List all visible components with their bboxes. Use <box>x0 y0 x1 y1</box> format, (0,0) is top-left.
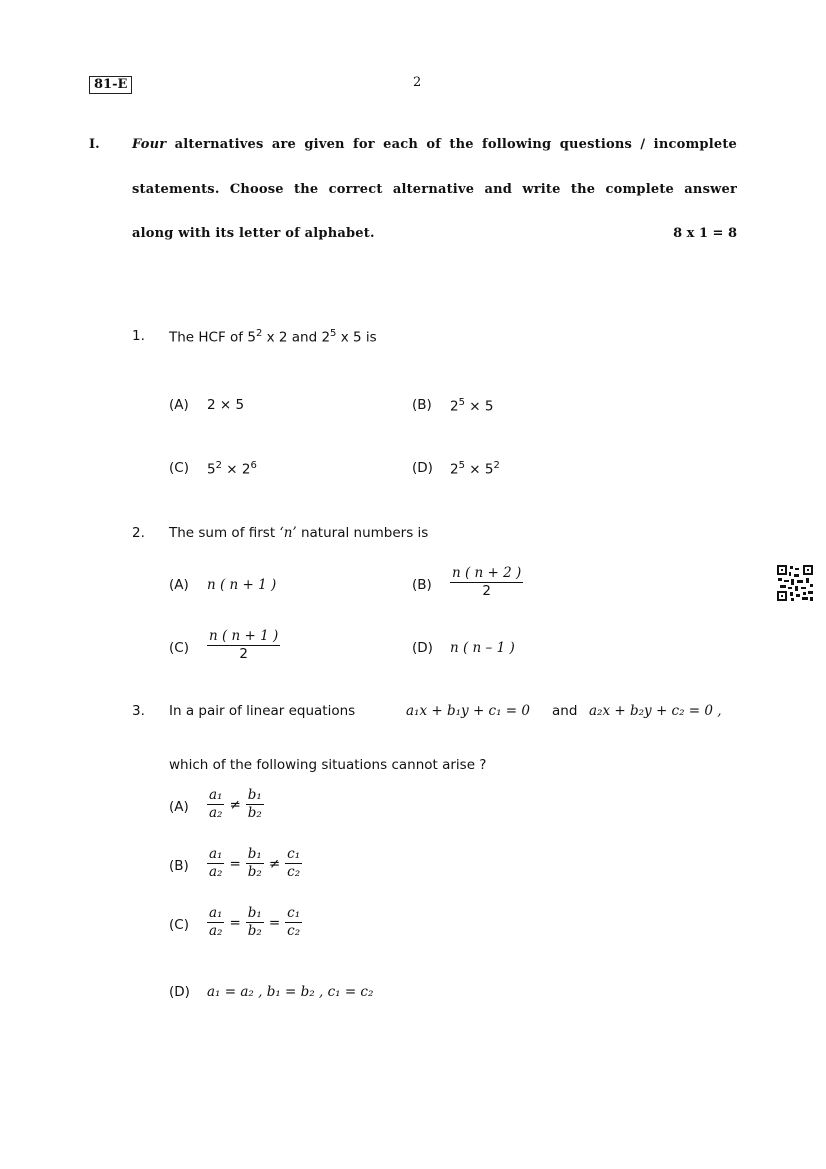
q1-option-b: $2^5 \times 5$ <box>450 397 494 415</box>
section-number: I. <box>89 137 100 152</box>
instruction-line-3: along with its letter of alphabet. <box>132 226 375 241</box>
q3-option-c-label: (C) <box>169 917 189 933</box>
q1-option-d-label: (D) <box>412 460 433 476</box>
instruction-emphasis: Four <box>132 137 167 152</box>
paper-code: 81-E <box>89 76 132 94</box>
q3-option-a: $\frac{\text{a₁}}{\text{a₂}}$ ≠ $\frac{\text{b₁}}{\text{b₂}}$ <box>209 787 262 821</box>
q1-option-b-label: (B) <box>412 397 432 413</box>
q1-option-d: $2^5 \times 5^2$ <box>450 460 500 478</box>
question-3-text: In a pair of linear equations <box>169 703 356 719</box>
question-2-text: The sum of first ‘n’ natural numbers is <box>169 525 429 541</box>
instruction-line-1-rest: alternatives are given for each of the following questions / incomplete <box>174 137 737 152</box>
q2-option-c: $\frac{n ( n + 1 )}{2}$ <box>209 628 279 662</box>
question-1-number: 1. <box>132 328 145 344</box>
page-number: 2 <box>413 75 422 90</box>
question-3-text-2: which of the following situations cannot arise ? <box>169 757 487 773</box>
question-2-number: 2. <box>132 525 145 541</box>
q3-option-b: $\frac{\text{a₁}}{\text{a₂}}$ = $\frac{\text{b₁}}{\text{b₂}}$ ≠ $\frac{\text{c₁}}{\text{c₂}}$ <box>209 846 301 880</box>
marks-allocation: 8 x 1 = 8 <box>673 226 737 241</box>
q2-option-c-label: (C) <box>169 640 189 656</box>
q1-option-c-label: (C) <box>169 460 189 476</box>
q3-option-b-label: (B) <box>169 858 189 874</box>
q2-option-a: n ( n + 1 ) <box>207 577 277 593</box>
question-3-number: 3. <box>132 703 145 719</box>
equation-1: a₁x + b₁y + c₁ = 0 <box>406 703 530 719</box>
instruction-line-1 <box>132 137 737 152</box>
q2-option-a-label: (A) <box>169 577 189 593</box>
equation-2: a₂x + b₂y + c₂ = 0 , <box>589 703 722 719</box>
q3-option-c: $\frac{\text{a₁}}{\text{a₂}}$ = $\frac{\text{b₁}}{\text{b₂}}$ = $\frac{\text{c₁}}{\text{c₂}}$ <box>209 905 301 939</box>
q2-option-b-label: (B) <box>412 577 432 593</box>
instruction-line-2: statements. Choose the correct alternative and write the complete answer <box>132 182 737 197</box>
question-1-text: The HCF of $5^2$ x 2 and $2^5$ x 5 is <box>169 328 377 346</box>
q2-option-d: n ( n – 1 ) <box>450 640 515 656</box>
q3-option-d-label: (D) <box>169 984 190 1000</box>
q3-option-d: a₁ = a₂ , b₁ = b₂ , c₁ = c₂ <box>207 984 374 1000</box>
q2-option-d-label: (D) <box>412 640 433 656</box>
q1-option-a: 2 × 5 <box>207 397 245 413</box>
q2-option-b: $\frac{n ( n + 2 )}{2}$ <box>452 565 522 599</box>
q1-option-c: $5^2 \times 2^6$ <box>207 460 257 478</box>
q1-option-a-label: (A) <box>169 397 189 413</box>
qr-code <box>776 564 814 602</box>
equation-and: and <box>552 703 578 719</box>
q3-option-a-label: (A) <box>169 799 189 815</box>
